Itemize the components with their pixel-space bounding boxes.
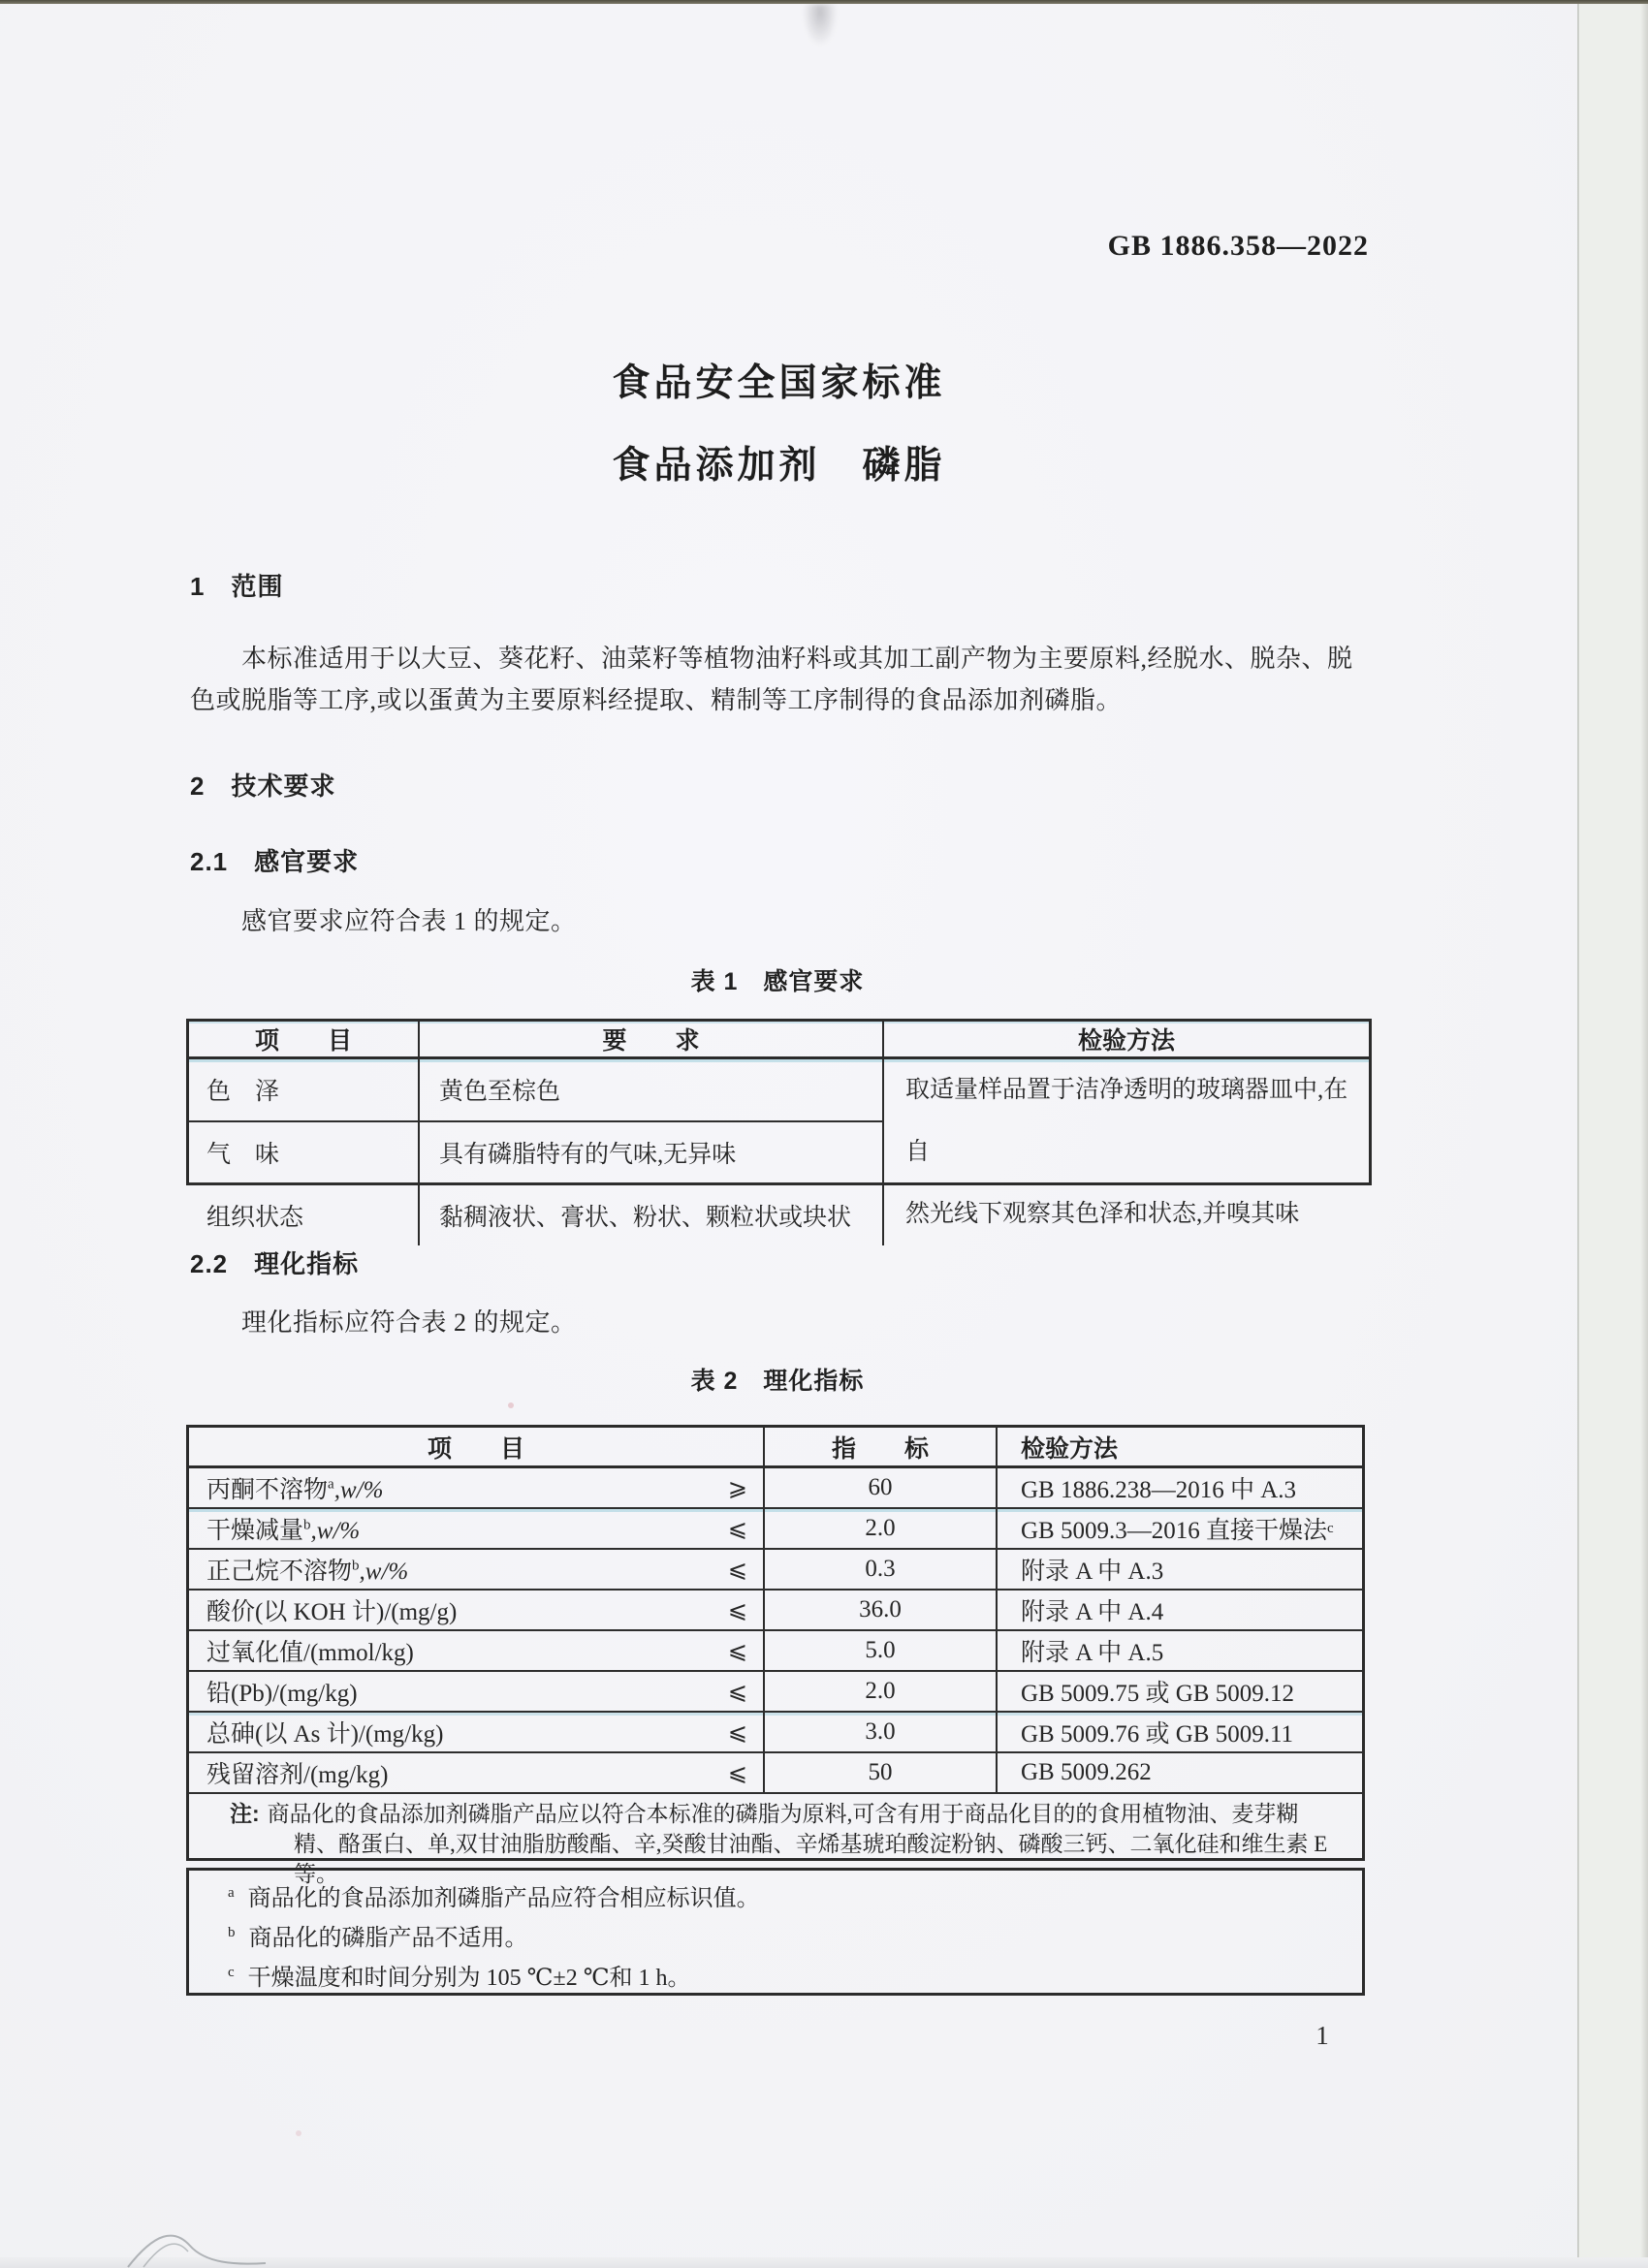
- table-2-rows: [189, 1468, 1362, 1794]
- footnote-marker: a: [228, 1885, 235, 1901]
- table-2-indicator-cell: 5.0: [765, 1631, 998, 1670]
- table-row: [189, 1713, 1362, 1753]
- table-1-header-row: [189, 1022, 1369, 1059]
- table-2-method-cell: GB 1886.238—2016 中 A.3: [1021, 1477, 1297, 1503]
- table-2-header-item: 项 目: [189, 1428, 765, 1465]
- table-1-caption: 表 1 感官要求: [690, 968, 865, 995]
- table-1-method-line1: 取适量样品置于洁净透明的玻璃器皿中,在自: [905, 1077, 1348, 1165]
- table-2-method-cell: GB 5009.262: [1021, 1759, 1152, 1785]
- table-1-item-cell: 组织状态: [189, 1184, 420, 1245]
- table-row: [189, 1468, 1362, 1509]
- item-variable: ,w/%: [310, 1518, 361, 1544]
- table-2-item-cell: [189, 1509, 765, 1548]
- table-2-item-cell: [189, 1713, 765, 1751]
- table-1-body: [189, 1059, 1369, 1245]
- page-number: 1: [1315, 2021, 1329, 2050]
- scan-speck: [508, 1402, 514, 1408]
- section-2-heading: 2 技术要求: [190, 772, 336, 801]
- table-2-indicator-cell: 2.0: [765, 1672, 998, 1711]
- table-1-item-cell: 色 泽: [189, 1059, 420, 1120]
- table-2-note-line2: 精、酪蛋白、单,双甘油脂肪酸酯、辛,癸酸甘油酯、辛烯基琥珀酸淀粉钠、磷酸三钙、二氧化硅和维生素 E 等。: [294, 1832, 1328, 1886]
- scope-paragraph-line2: 色或脱脂等工序,或以蛋黄为主要原料经提取、精制等工序制得的食品添加剂磷脂。: [190, 686, 1123, 714]
- table-2-indicator-cell: 0.3: [765, 1550, 998, 1589]
- table-2-note-line1: 注: 商品化的食品添加剂磷脂产品应以符合本标准的磷脂为原料,可含有用于商品化目的的食用植物油、麦芽糊: [230, 1801, 1299, 1826]
- table-row: [189, 1184, 884, 1245]
- footnote-marker: c: [228, 1965, 235, 1980]
- table-1-header-method: 检验方法: [1077, 1027, 1175, 1055]
- table-1-requirement-cell: 黏稠液状、膏状、粉状、颗粒状或块状: [420, 1184, 884, 1245]
- table-2-item-cell: [189, 1468, 765, 1507]
- table-1-requirement-cell: 黄色至棕色: [420, 1059, 884, 1120]
- table-2-indicator-cell: 3.0: [765, 1713, 998, 1751]
- table-2-item-cell: [189, 1753, 765, 1792]
- section-1-heading: 1 范围: [190, 572, 284, 601]
- table-row: [189, 1509, 1362, 1550]
- table-2-physicochemical-indicators: [186, 1425, 1365, 1886]
- footnote-line: $^c$ 干燥温度和时间分别为 105 ℃±2 ℃和 1 h。: [228, 1965, 691, 1991]
- footnote-marker-ref: b: [352, 1558, 360, 1574]
- scan-hair-mark: [114, 2224, 279, 2268]
- section-2-2-body: 理化指标应符合表 2 的规定。: [241, 1308, 577, 1337]
- relation-symbol: ⩽: [727, 1718, 747, 1746]
- table-1-item-cell: 气 味: [189, 1122, 420, 1183]
- table-2-item-cell: [189, 1672, 765, 1711]
- section-2-1-heading: 2.1 感官要求: [190, 847, 360, 876]
- table-1-requirement-cell: 具有磷脂特有的气味,无异味: [420, 1122, 884, 1183]
- table-1-header-requirement: 要 求: [420, 1022, 884, 1056]
- table-2-method-cell: GB 5009.75 或 GB 5009.12: [1021, 1681, 1294, 1707]
- table-row: [189, 1059, 884, 1122]
- table-1-header-item: 项 目: [189, 1022, 420, 1056]
- table-2-method-cell: 附录 A 中 A.3: [1021, 1559, 1164, 1585]
- footnote-marker-ref: b: [303, 1517, 311, 1533]
- footnote-line: $^a$ 商品化的食品添加剂磷脂产品应符合相应标识值。: [228, 1885, 760, 1911]
- table-2-indicator-cell: 50: [765, 1753, 998, 1792]
- scan-smudge: [803, 4, 838, 47]
- table-2-item-cell: [189, 1631, 765, 1670]
- relation-symbol: ⩾: [727, 1474, 747, 1501]
- table-2-item-cell: [189, 1550, 765, 1589]
- item-label: 过氧化值/(mmol/kg): [206, 1640, 414, 1666]
- relation-symbol: ⩽: [727, 1596, 747, 1623]
- table-row: [189, 1631, 1362, 1672]
- table-1-method-merged-cell: [884, 1059, 1369, 1245]
- relation-symbol: ⩽: [727, 1515, 747, 1542]
- note-label: 注:: [230, 1801, 260, 1826]
- scan-top-edge-line: [0, 0, 1648, 4]
- table-2-caption: 表 2 理化指标: [690, 1368, 865, 1395]
- table-row: [189, 1122, 884, 1185]
- scan-page-fold-strip: [1577, 0, 1648, 2268]
- table-row: [189, 1753, 1362, 1794]
- table-1-method-line2: 然光线下观察其色泽和状态,并嗅其味: [905, 1201, 1300, 1227]
- item-variable: ,w/%: [333, 1477, 384, 1503]
- table-row: [189, 1672, 1362, 1713]
- item-label: 丙酮不溶物$^a$,w/%: [206, 1476, 384, 1503]
- item-label: 酸价(以 KOH 计)/(mg/g): [206, 1599, 458, 1625]
- table-2-indicator-cell: 2.0: [765, 1509, 998, 1548]
- table-2-method-cell: GB 5009.76 或 GB 5009.11: [1021, 1721, 1294, 1748]
- footnote-marker: b: [228, 1925, 236, 1940]
- scan-speck: [296, 2130, 301, 2136]
- item-label: 总砷(以 As 计)/(mg/kg): [206, 1721, 444, 1748]
- table-2-indicator-cell: 60: [765, 1468, 998, 1507]
- relation-symbol: ⩽: [727, 1637, 747, 1664]
- table-2-method-cell: 附录 A 中 A.5: [1021, 1640, 1164, 1666]
- table-1-rows: [189, 1059, 884, 1245]
- table-2-header-indicator: 指 标: [765, 1428, 998, 1465]
- footnote-box: [186, 1868, 1365, 1996]
- standard-code: GB 1886.358—2022: [1107, 230, 1369, 262]
- item-label: 残留溶剂/(mg/kg): [206, 1762, 389, 1788]
- footnote-marker-ref: a: [328, 1476, 334, 1493]
- document-title-line2: 食品添加剂 磷脂: [612, 445, 946, 487]
- table-2-method-cell: 附录 A 中 A.4: [1021, 1599, 1164, 1625]
- table-2-item-cell: [189, 1591, 765, 1629]
- table-2-note-block: [189, 1794, 1362, 1886]
- table-row: [189, 1591, 1362, 1631]
- section-2-2-heading: 2.2 理化指标: [190, 1249, 360, 1278]
- footnote-line: $^b$ 商品化的磷脂产品不适用。: [228, 1925, 528, 1951]
- item-variable: ,w/%: [359, 1559, 409, 1585]
- item-label: 铅(Pb)/(mg/kg): [206, 1681, 358, 1707]
- scope-paragraph-line1: 本标准适用于以大豆、葵花籽、油菜籽等植物油籽料或其加工副产物为主要原料,经脱水、脱杂、脱: [241, 645, 1353, 673]
- table-2-header-row: [189, 1428, 1362, 1468]
- relation-symbol: ⩽: [727, 1759, 747, 1786]
- table-1-sensory-requirements: [186, 1019, 1372, 1231]
- table-row: [189, 1550, 1362, 1591]
- section-2-1-body: 感官要求应符合表 1 的规定。: [241, 907, 577, 935]
- relation-symbol: ⩽: [727, 1678, 747, 1705]
- document-title-line1: 食品安全国家标准: [612, 362, 946, 404]
- table-2-method-cell: GB 5009.3—2016 直接干燥法 c: [1021, 1518, 1334, 1544]
- item-label: 正己烷不溶物$^b$,w/%: [206, 1558, 409, 1585]
- scan-right-edge-shadow: [1640, 0, 1648, 2268]
- item-label: 干燥减量$^b$,w/%: [206, 1517, 361, 1544]
- table-2-header-method: 检验方法: [1021, 1434, 1119, 1463]
- relation-symbol: ⩽: [727, 1556, 747, 1583]
- table-2-indicator-cell: 36.0: [765, 1591, 998, 1629]
